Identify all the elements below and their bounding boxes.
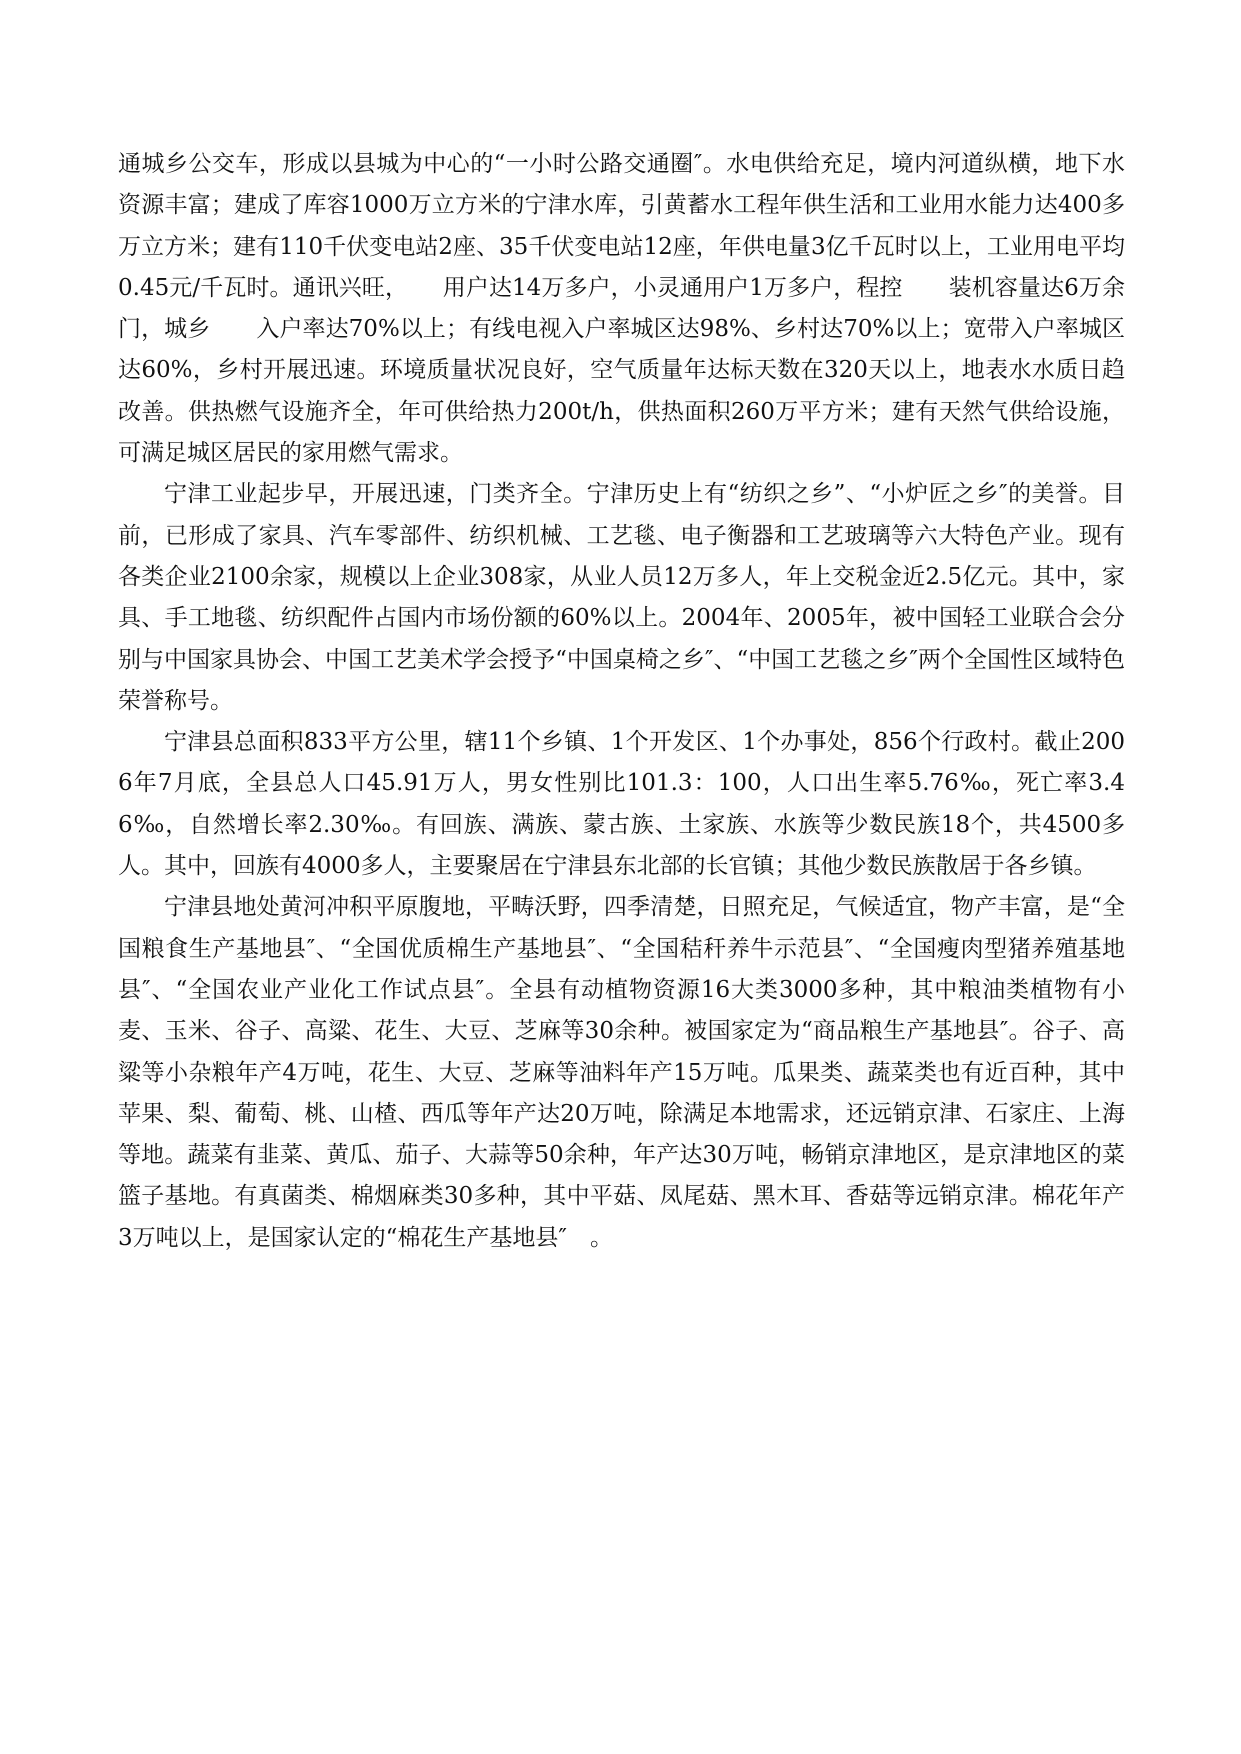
paragraph-population: 宁津县总面积833平方公里，辖11个乡镇、1个开发区、1个办事处，856个行政村。截止2006年7月底，全县总人口45.91万人，男女性别比101.3：100，人口出生率5.76‰，死亡率3.46‰，自然增长率2.30‰。有回族、满族、蒙古族、土家族、水族等少数民族18个，共4500多人。其中，回族有4000多人，主要聚居在宁津县东北部的长官镇；其他少数民族散居于各乡镇。 [118,729,1125,880]
document-body [118,144,1125,1259]
paragraph-agriculture: 宁津县地处黄河冲积平原腹地，平畴沃野，四季清楚，日照充足，气候适宜，物产丰富，是“全国粮食生产基地县″、“全国优质棉生产基地县″、“全国秸秆养牛示范县″、“全国瘦肉型猪养殖基地县″、“全国农业产业化工作试点县″。全县有动植物资源16大类3000多种，其中粮油类植物有小麦、玉米、谷子、高粱、花生、大豆、芝麻等30余种。被国家定为“商品粮生产基地县″。谷子、高粱等小杂粮年产4万吨，花生、大豆、芝麻等油料年产15万吨。瓜果类、蔬菜类也有近百种，其中苹果、梨、葡萄、桃、山楂、西瓜等年产达20万吨，除满足本地需求，还远销京津、石家庄、上海等地。蔬菜有韭菜、黄瓜、茄子、大蒜等50余种，年产达30万吨，畅销京津地区，是京津地区的菜篮子基地。有真菌类、棉烟麻类30多种，其中平菇、凤尾菇、黑木耳、香菇等远销京津。棉花年产3万吨以上，是国家认定的“棉花生产基地县″ 。 [118,894,1125,1251]
paragraph-infrastructure: 通城乡公交车，形成以县城为中心的“一小时公路交通圈″。水电供给充足，境内河道纵横，地下水资源丰富；建成了库容1000万立方米的宁津水库，引黄蓄水工程年供生活和工业用水能力达400多万立方米；建有110千伏变电站2座、35千伏变电站12座，年供电量3亿千瓦时以上，工业用电平均0.45元/千瓦时。通讯兴旺， 用户达14万多户，小灵通用户1万多户，程控 装机容量达6万余门，城乡 入户率达70%以上；有线电视入户率城区达98%、乡村达70%以上；宽带入户率城区达60%，乡村开展迅速。环境质量状况良好，空气质量年达标天数在320天以上，地表水水质日趋改善。供热燃气设施齐全，年可供给热力200t/h，供热面积260万平方米；建有天然气供给设施，可满足城区居民的家用燃气需求。 [118,151,1125,467]
paragraph-industry: 宁津工业起步早，开展迅速，门类齐全。宁津历史上有“纺织之乡”、“小炉匠之乡″的美誉。目前，已形成了家具、汽车零部件、纺织机械、工艺毯、电子衡器和工艺玻璃等六大特色产业。现有各类企业2100余家，规模以上企业308家，从业人员12万多人，年上交税金近2.5亿元。其中，家具、手工地毯、纺织配件占国内市场份额的60%以上。2004年、2005年，被中国轻工业联合会分别与中国家具协会、中国工艺美术学会授予“中国桌椅之乡″、“中国工艺毯之乡″两个全国性区域特色荣誉称号。 [118,481,1125,714]
